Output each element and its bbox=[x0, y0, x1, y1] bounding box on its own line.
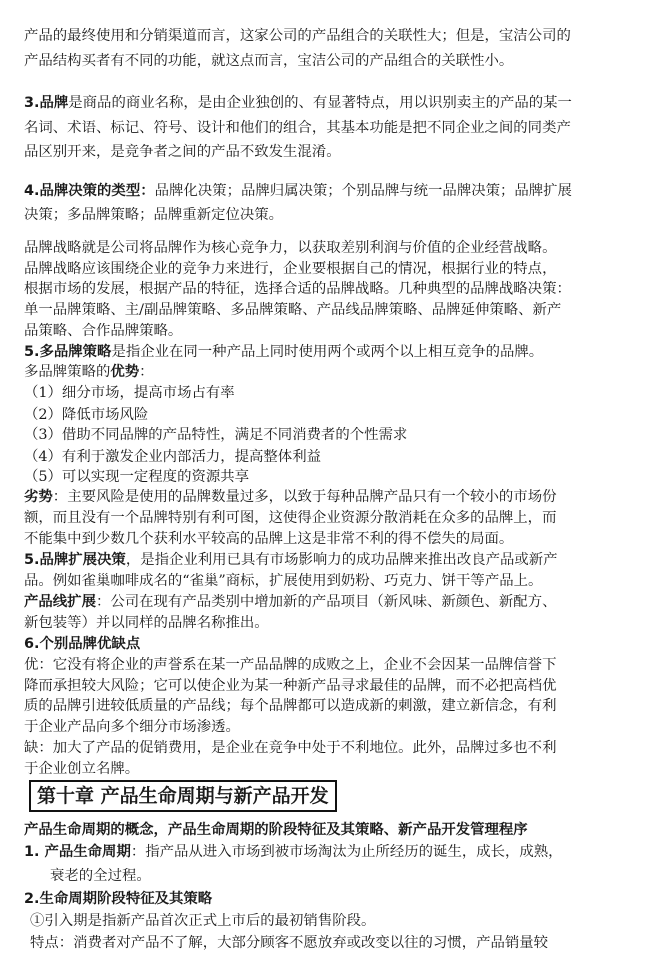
text-line-ind bbox=[24, 633, 140, 655]
text-line-pro3 bbox=[24, 695, 556, 717]
text-line-p1a bbox=[24, 25, 571, 47]
text-line-a4 bbox=[24, 446, 321, 468]
text-line-brand1 bbox=[24, 92, 572, 114]
text-line-str1 bbox=[24, 237, 556, 259]
text-line-plc bbox=[24, 819, 528, 841]
text: ，是指企业利用已具有市场影响力的成功品牌来推出改良产品或新产 bbox=[125, 552, 558, 568]
text-line-str5 bbox=[24, 320, 182, 342]
text: 根据市场的发展，根据产品的特征，选择合适的品牌战略。几种典型的品牌战略决策： bbox=[24, 281, 571, 297]
bold-text: 产品生命周期的概念，产品生命周期的阶段特征及其策略、新产品开发管理程序 bbox=[24, 822, 528, 838]
text-line-p1b bbox=[24, 50, 513, 72]
text: 于企业产品向多个细分市场渗透。 bbox=[24, 719, 240, 735]
text-line-brand2 bbox=[24, 117, 571, 139]
bold-text: 2.生命周期阶段特征及其策略 bbox=[24, 891, 213, 907]
bold-text: 产品线扩展 bbox=[24, 594, 96, 610]
bold-text: 1. 产品生命周期 bbox=[24, 844, 131, 860]
text: 品区别开来，是竞争者之间的产品不致发生混淆。 bbox=[24, 144, 341, 160]
text-line-adv bbox=[24, 361, 154, 383]
text-line-str2 bbox=[24, 258, 556, 280]
text: 产品结构买者有不同的功能，就这点而言，宝洁公司的产品组合的关联性小。 bbox=[24, 53, 514, 69]
text: 不能集中到少数几个获利水平较高的品牌上这是非常不利的得不偿失的局面。 bbox=[24, 531, 514, 547]
bold-text: 4.品牌决策的类型： bbox=[24, 183, 155, 199]
text-line-pro1 bbox=[24, 654, 556, 676]
text: 决策；多品牌策略；品牌重新定位决策。 bbox=[24, 207, 284, 223]
text: 品牌战略应该围绕企业的竞争力来进行，企业要根据自己的情况，根据行业的特点， bbox=[24, 261, 557, 277]
text: ①引入期是指新产品首次正式上市后的最初销售阶段。 bbox=[30, 913, 376, 929]
text-line-str4 bbox=[24, 299, 561, 321]
text-line-dis3 bbox=[24, 528, 513, 550]
text-line-stage bbox=[24, 888, 212, 910]
text-line-a2 bbox=[24, 404, 148, 426]
text: 品牌化决策；品牌归属决策；个别品牌与统一品牌决策；品牌扩展 bbox=[154, 183, 572, 199]
chapter-title: 第十章 产品生命周期与新产品开发 bbox=[29, 780, 337, 812]
text-line-def2 bbox=[50, 865, 151, 887]
text: 单一品牌策略、主/副品牌策略、多品牌策略、产品线品牌策略、品牌延伸策略、新产 bbox=[24, 302, 562, 318]
text-line-con2 bbox=[24, 758, 139, 780]
text: （2）降低市场风险 bbox=[24, 407, 149, 423]
text: ：指产品从进入市场到被市场淘汰为止所经历的诞生，成长，成熟， bbox=[130, 844, 563, 860]
text-line-ext2 bbox=[24, 570, 542, 592]
text: ：公司在现有产品类别中增加新的产品项目（新风味、新颜色、新配方、 bbox=[95, 594, 557, 610]
text-line-a5 bbox=[24, 466, 249, 488]
text-line-a3 bbox=[24, 424, 407, 446]
text-line-dis2 bbox=[24, 507, 556, 529]
text: 额，而且没有一个品牌特别有利可图，这使得企业资源分散消耗在众多的品牌上，而 bbox=[24, 510, 557, 526]
text: ： bbox=[139, 364, 154, 380]
text-line-ext1 bbox=[24, 549, 558, 571]
text: 品。例如雀巢咖啡成名的“雀巢”商标，扩展使用到奶粉、巧克力、饼干等产品上。 bbox=[24, 573, 543, 589]
text: 缺：加大了产品的促销费用，是企业在竞争中处于不利地位。此外，品牌过多也不利 bbox=[24, 740, 557, 756]
text-line-line1 bbox=[24, 591, 556, 613]
text-line-intro bbox=[30, 910, 375, 932]
text: 名词、术语、标记、符号、设计和他们的组合，其基本功能是把不同企业之间的同类产 bbox=[24, 120, 571, 136]
text-line-feat bbox=[30, 932, 548, 954]
text-line-pro4 bbox=[24, 716, 240, 738]
text: 特点：消费者对产品不了解，大部分顾客不愿放弃或改变以往的习惯，产品销量较 bbox=[30, 935, 549, 951]
bold-text: 5.多品牌策略 bbox=[24, 344, 112, 360]
bold-text: 5.品牌扩展决策 bbox=[24, 552, 126, 568]
text: 产品的最终使用和分销渠道而言，这家公司的产品组合的关联性大；但是，宝洁公司的 bbox=[24, 28, 571, 44]
text: 多品牌策略的 bbox=[24, 364, 111, 380]
text-line-str3 bbox=[24, 278, 571, 300]
text: 品牌战略就是公司将品牌作为核心竞争力，以获取差别利润与价值的企业经营战略。 bbox=[24, 240, 557, 256]
text-line-def1 bbox=[24, 841, 563, 863]
text: （1）细分市场，提高市场占有率 bbox=[24, 385, 235, 401]
text-line-dis1 bbox=[24, 486, 556, 508]
text-line-con1 bbox=[24, 737, 556, 759]
text-line-dec2 bbox=[24, 204, 283, 226]
text-line-dec1 bbox=[24, 180, 572, 202]
text-line-brand3 bbox=[24, 141, 341, 163]
text: 品策略、合作品牌策略。 bbox=[24, 323, 183, 339]
text: 于企业创立名牌。 bbox=[24, 761, 140, 777]
text: 降而承担较大风险；它可以使企业为某一种新产品寻求最佳的品牌，而不必把高档优 bbox=[24, 678, 557, 694]
text: ：主要风险是使用的品牌数量过多，以致于每种品牌产品只有一个较小的市场份 bbox=[52, 489, 557, 505]
text: 是指企业在同一种产品上同时使用两个或两个以上相互竞争的品牌。 bbox=[111, 344, 544, 360]
bold-text: 6.个别品牌优缺点 bbox=[24, 636, 141, 652]
text: 质的品牌引进较低质量的产品线；每个品牌都可以造成新的刺激，建立新信念，有利 bbox=[24, 698, 557, 714]
text-line-line2 bbox=[24, 612, 269, 634]
text-line-multi bbox=[24, 341, 543, 363]
text: （3）借助不同品牌的产品特性，满足不同消费者的个性需求 bbox=[24, 427, 408, 443]
bold-text: 3.品牌 bbox=[24, 95, 69, 111]
text: 衰老的全过程。 bbox=[50, 868, 151, 884]
text: （4）有利于激发企业内部活力，提高整体利益 bbox=[24, 449, 321, 465]
text-line-pro2 bbox=[24, 675, 556, 697]
text: 新包装等）并以同样的品牌名称推出。 bbox=[24, 615, 269, 631]
text: 是商品的商业名称，是由企业独创的、有显著特点，用以识别卖主的产品的某一 bbox=[68, 95, 572, 111]
bold-text: 优势 bbox=[110, 364, 140, 380]
bold-text: 劣势 bbox=[24, 489, 53, 505]
text: 优：它没有将企业的声誉系在某一产品品牌的成败之上，企业不会因某一品牌信誉下 bbox=[24, 657, 557, 673]
text: （5）可以实现一定程度的资源共享 bbox=[24, 469, 250, 485]
text-line-a1 bbox=[24, 382, 235, 404]
